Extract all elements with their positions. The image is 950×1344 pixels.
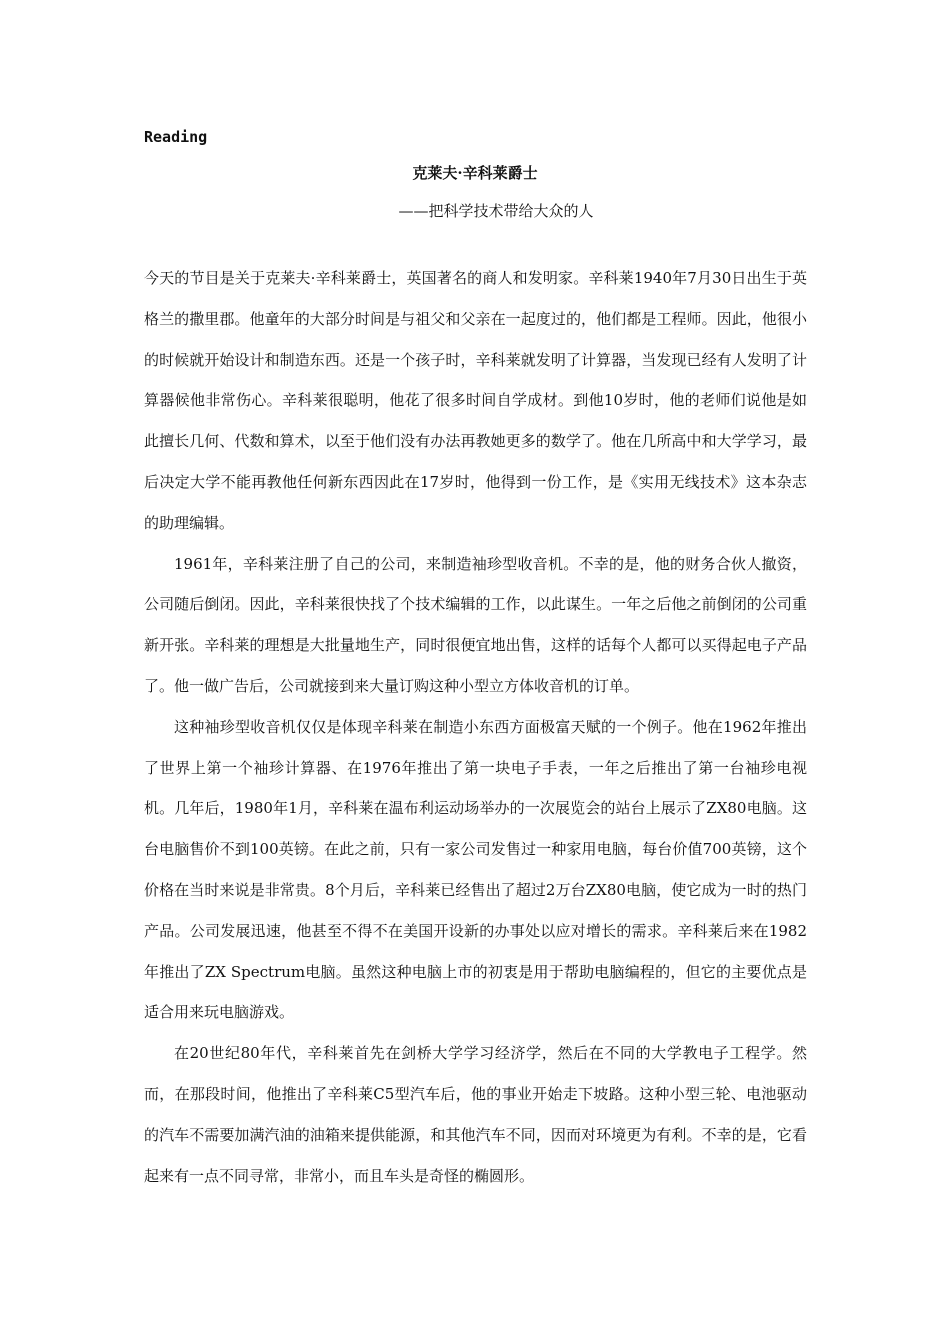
article-title: 克莱夫·辛科莱爵士 — [412, 164, 538, 182]
paragraph-3: 这种袖珍型收音机仅仅是体现辛科莱在制造小东西方面极富天赋的一个例子。他在1962年推出了世界上第一个袖珍计算器、在1976年推出了第一块电子手表，一年之后推出了第一台袖珍电视机。几年后，1980年1月，辛科莱在温布利运动场举办的一次展览会的站台上展示了ZX80电脑。这台电脑售价不到100英镑。在此之前，只有一家公司发售过一种家用电脑，每台价值700英镑，这个价格在当时来说是非常贵。8个月后，辛科莱已经售出了超过2万台ZX80电脑，使它成为一时的热门产品。公司发展迅速，他甚至不得不在美国开设新的办事处以应对增长的需求。辛科莱后来在1982年推出了ZX Spectrum电脑。虽然这种电脑上市的初衷是用于帮助电脑编程的，但它的主要优点是适合用来玩电脑游戏。 — [144, 717, 807, 1022]
article-body — [144, 258, 807, 1196]
article-subtitle: ——把科学技术带给大众的人 — [398, 202, 594, 220]
section-label: Reading — [144, 128, 208, 146]
paragraph-1: 今天的节目是关于克莱夫·辛科莱爵士，英国著名的商人和发明家。辛科莱1940年7月30日出生于英格兰的撒里郡。他童年的大部分时间是与祖父和父亲在一起度过的，他们都是工程师。因此，他很小的时候就开始设计和制造东西。还是一个孩子时，辛科莱就发明了计算器，当发现已经有人发明了计算器候他非常伤心。辛科莱很聪明，他花了很多时间自学成材。到他10岁时，他的老师们说他是如此擅长几何、代数和算术，以至于他们没有办法再教她更多的数学了。他在几所高中和大学学习，最后决定大学不能再教他任何新东西因此在17岁时，他得到一份工作，是《实用无线技术》这本杂志的助理编辑。 — [144, 269, 807, 532]
paragraph-2: 1961年，辛科莱注册了自己的公司，来制造袖珍型收音机。不幸的是，他的财务合伙人撤资，公司随后倒闭。因此，辛科莱很快找了个技术编辑的工作，以此谋生。一年之后他之前倒闭的公司重新开张。辛科莱的理想是大批量地生产，同时很便宜地出售，这样的话每个人都可以买得起电子产品了。他一做广告后，公司就接到来大量订购这种小型立方体收音机的订单。 — [144, 554, 807, 695]
paragraph-4: 在20世纪80年代，辛科莱首先在剑桥大学学习经济学，然后在不同的大学教电子工程学。然而，在那段时间，他推出了辛科莱C5型汽车后，他的事业开始走下坡路。这种小型三轮、电池驱动的汽车不需要加满汽油的油箱来提供能源，和其他汽车不同，因而对环境更为有利。不幸的是，它看起来有一点不同寻常，非常小，而且车头是奇怪的椭圆形。 — [144, 1044, 807, 1185]
